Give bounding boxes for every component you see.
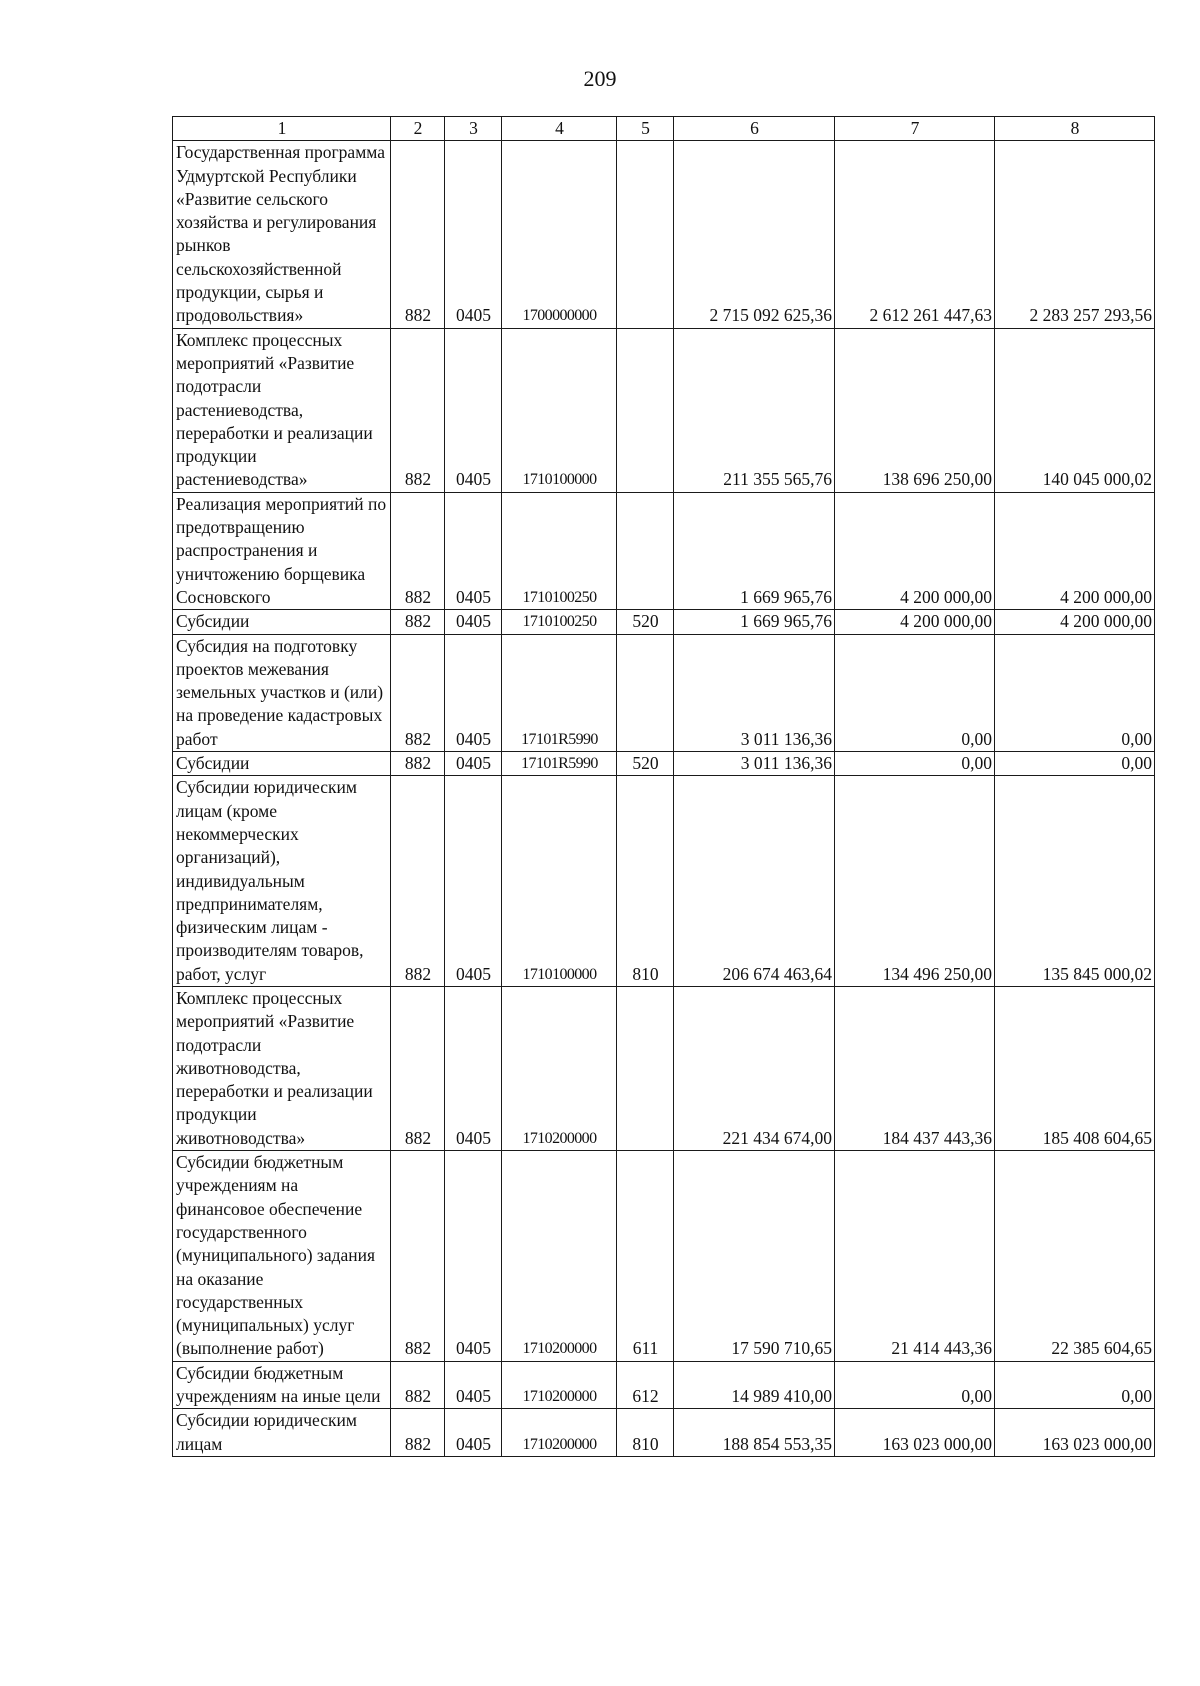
ministry-code: 882	[391, 1151, 445, 1362]
target-article-code: 1710200000	[502, 1409, 617, 1457]
amount-col6: 14 989 410,00	[674, 1361, 835, 1409]
amount-col6: 188 854 553,35	[674, 1409, 835, 1457]
amount-col7: 0,00	[835, 634, 995, 751]
table-row	[173, 141, 1155, 328]
amount-col6: 221 434 674,00	[674, 986, 835, 1150]
amount-col7: 184 437 443,36	[835, 986, 995, 1150]
amount-col8: 0,00	[995, 752, 1155, 776]
column-header: 2	[391, 117, 445, 141]
amount-col7: 21 414 443,36	[835, 1151, 995, 1362]
table-row	[173, 492, 1155, 609]
target-article-code: 1710200000	[502, 986, 617, 1150]
table-row	[173, 610, 1155, 634]
expense-type-code: 810	[617, 1409, 674, 1457]
amount-col8: 0,00	[995, 634, 1155, 751]
section-code: 0405	[445, 986, 502, 1150]
target-article-code: 1710200000	[502, 1361, 617, 1409]
ministry-code: 882	[391, 752, 445, 776]
amount-col8: 0,00	[995, 1361, 1155, 1409]
expense-type-code	[617, 986, 674, 1150]
expense-type-code: 520	[617, 610, 674, 634]
ministry-code: 882	[391, 1409, 445, 1457]
amount-col8: 22 385 604,65	[995, 1151, 1155, 1362]
table-row	[173, 776, 1155, 987]
amount-col8: 140 045 000,02	[995, 328, 1155, 492]
table-row	[173, 328, 1155, 492]
ministry-code: 882	[391, 141, 445, 328]
amount-col6: 206 674 463,64	[674, 776, 835, 987]
row-name: Субсидии юридическим лицам (кроме некоммерческих организаций), индивидуальным предпринимателям, физическим лицам - производителям товаров, работ, услуг	[173, 776, 391, 987]
table-row	[173, 1409, 1155, 1457]
section-code: 0405	[445, 141, 502, 328]
ministry-code: 882	[391, 986, 445, 1150]
amount-col6: 2 715 092 625,36	[674, 141, 835, 328]
target-article-code: 1710100250	[502, 492, 617, 609]
table-row	[173, 1361, 1155, 1409]
ministry-code: 882	[391, 776, 445, 987]
expense-type-code	[617, 328, 674, 492]
amount-col7: 2 612 261 447,63	[835, 141, 995, 328]
amount-col7: 4 200 000,00	[835, 610, 995, 634]
expense-type-code: 520	[617, 752, 674, 776]
budget-table	[172, 116, 1155, 1457]
section-code: 0405	[445, 328, 502, 492]
section-code: 0405	[445, 1361, 502, 1409]
ministry-code: 882	[391, 1361, 445, 1409]
table-row	[173, 986, 1155, 1150]
row-name: Субсидии бюджетным учреждениям на финансовое обеспечение государственного (муниципального) задания на оказание государственных (муниципальных) услуг (выполнение работ)	[173, 1151, 391, 1362]
ministry-code: 882	[391, 328, 445, 492]
row-name: Реализация мероприятий по предотвращению распространения и уничтожению борщевика Сосновского	[173, 492, 391, 609]
table-row	[173, 634, 1155, 751]
row-name: Комплекс процессных мероприятий «Развитие подотрасли животноводства, переработки и реализации продукции животноводства»	[173, 986, 391, 1150]
amount-col6: 1 669 965,76	[674, 610, 835, 634]
amount-col8: 163 023 000,00	[995, 1409, 1155, 1457]
column-header: 6	[674, 117, 835, 141]
expense-type-code: 611	[617, 1151, 674, 1362]
section-code: 0405	[445, 776, 502, 987]
ministry-code: 882	[391, 610, 445, 634]
amount-col8: 4 200 000,00	[995, 492, 1155, 609]
amount-col8: 185 408 604,65	[995, 986, 1155, 1150]
column-header: 8	[995, 117, 1155, 141]
amount-col7: 138 696 250,00	[835, 328, 995, 492]
target-article-code: 17101R5990	[502, 634, 617, 751]
column-header: 5	[617, 117, 674, 141]
section-code: 0405	[445, 752, 502, 776]
row-name: Комплекс процессных мероприятий «Развитие подотрасли растениеводства, переработки и реализации продукции растениеводства»	[173, 328, 391, 492]
amount-col8: 135 845 000,02	[995, 776, 1155, 987]
amount-col8: 2 283 257 293,56	[995, 141, 1155, 328]
column-header: 7	[835, 117, 995, 141]
column-header: 1	[173, 117, 391, 141]
row-name: Субсидии юридическим лицам	[173, 1409, 391, 1457]
section-code: 0405	[445, 1409, 502, 1457]
row-name: Субсидии бюджетным учреждениям на иные цели	[173, 1361, 391, 1409]
section-code: 0405	[445, 492, 502, 609]
table-body	[173, 141, 1155, 1457]
page-number: 209	[583, 66, 617, 91]
expense-type-code: 810	[617, 776, 674, 987]
amount-col7: 0,00	[835, 752, 995, 776]
target-article-code: 1700000000	[502, 141, 617, 328]
row-name: Субсидии	[173, 752, 391, 776]
amount-col8: 4 200 000,00	[995, 610, 1155, 634]
section-code: 0405	[445, 1151, 502, 1362]
target-article-code: 1710100000	[502, 776, 617, 987]
column-header: 3	[445, 117, 502, 141]
target-article-code: 1710200000	[502, 1151, 617, 1362]
column-number-row	[173, 117, 1155, 141]
ministry-code: 882	[391, 634, 445, 751]
amount-col6: 17 590 710,65	[674, 1151, 835, 1362]
expense-type-code: 612	[617, 1361, 674, 1409]
amount-col6: 211 355 565,76	[674, 328, 835, 492]
expense-type-code	[617, 141, 674, 328]
amount-col7: 4 200 000,00	[835, 492, 995, 609]
amount-col7: 134 496 250,00	[835, 776, 995, 987]
ministry-code: 882	[391, 492, 445, 609]
expense-type-code	[617, 492, 674, 609]
section-code: 0405	[445, 610, 502, 634]
row-name: Государственная программа Удмуртской Республики «Развитие сельского хозяйства и регулирования рынков сельскохозяйственной продукции, сырья и продовольствия»	[173, 141, 391, 328]
row-name: Субсидии	[173, 610, 391, 634]
amount-col6: 1 669 965,76	[674, 492, 835, 609]
row-name: Субсидия на подготовку проектов межевания земельных участков и (или) на проведение кадастровых работ	[173, 634, 391, 751]
target-article-code: 17101R5990	[502, 752, 617, 776]
target-article-code: 1710100000	[502, 328, 617, 492]
amount-col6: 3 011 136,36	[674, 634, 835, 751]
table-row	[173, 1151, 1155, 1362]
expense-type-code	[617, 634, 674, 751]
amount-col6: 3 011 136,36	[674, 752, 835, 776]
target-article-code: 1710100250	[502, 610, 617, 634]
amount-col7: 0,00	[835, 1361, 995, 1409]
table-row	[173, 752, 1155, 776]
section-code: 0405	[445, 634, 502, 751]
column-header: 4	[502, 117, 617, 141]
amount-col7: 163 023 000,00	[835, 1409, 995, 1457]
